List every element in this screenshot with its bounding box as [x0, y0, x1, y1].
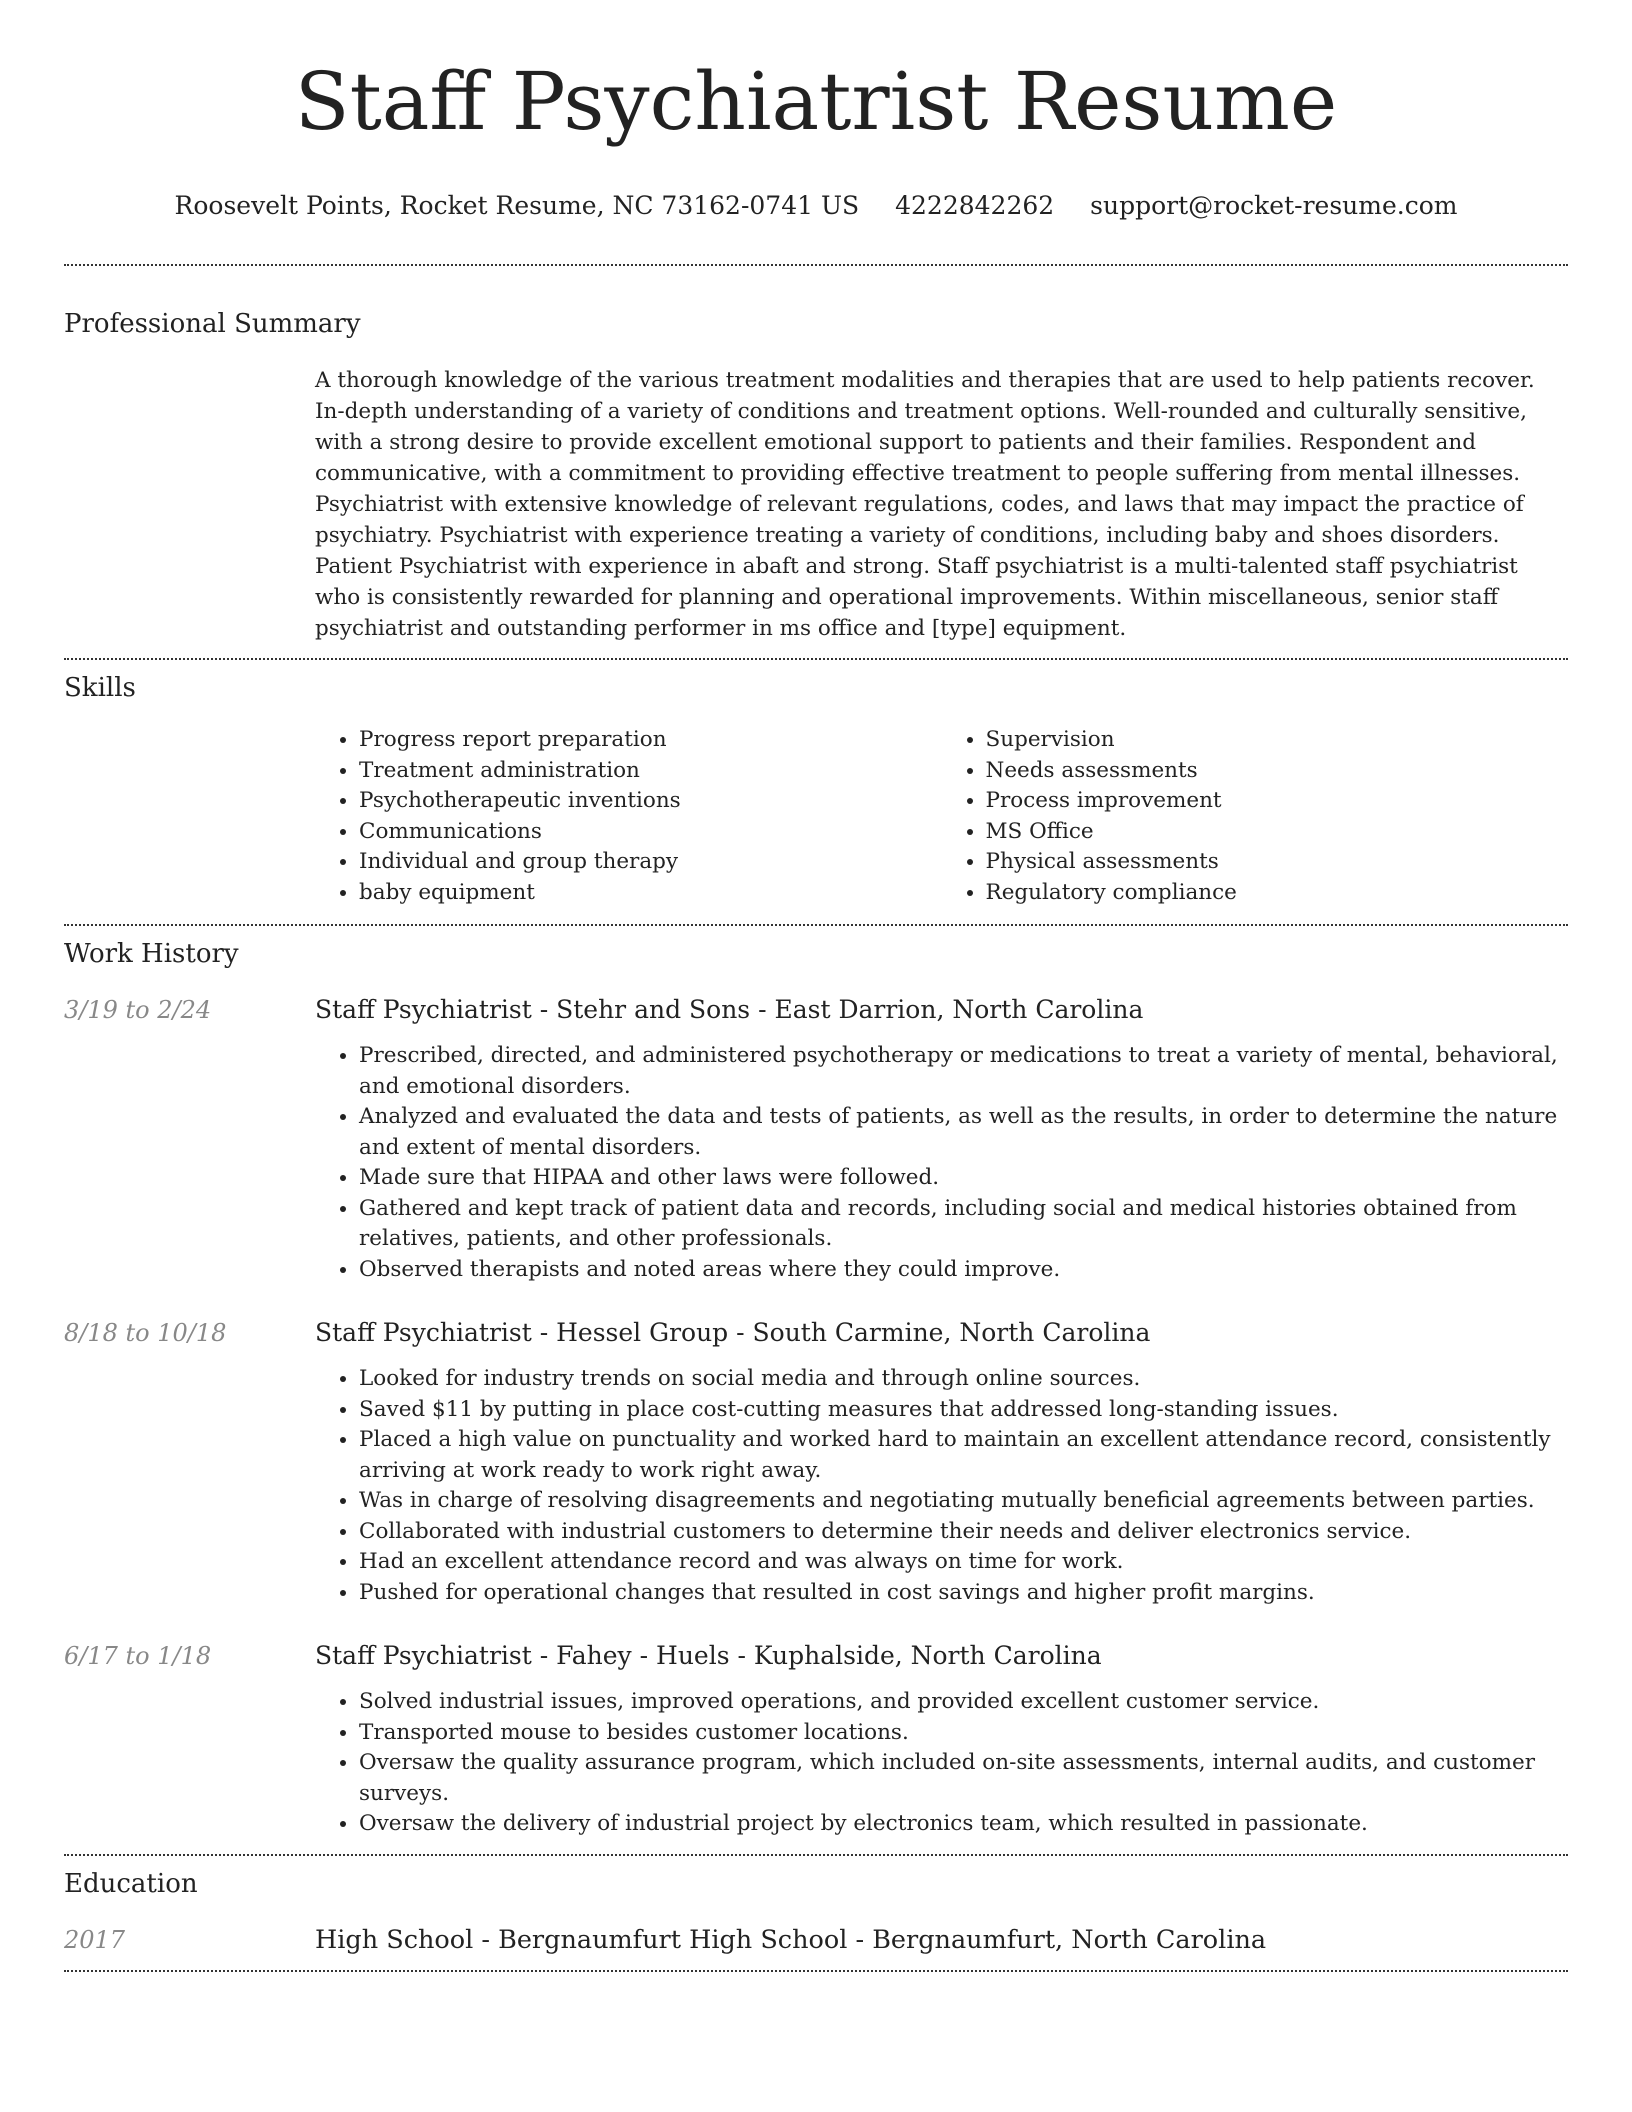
section-heading-summary: Professional Summary: [64, 309, 361, 339]
job-bullet: • Placed a high value on punctuality and worked hard to maintain an excellent attendance record, consistently arriving at work ready to work right away.: [359, 1425, 1568, 1486]
job-bullet: • Collaborated with industrial customers to determine their needs and deliver electronics service.: [359, 1517, 1568, 1548]
job-bullet: • Oversaw the delivery of industrial project by electronics team, which resulted in passionate.: [359, 1809, 1568, 1840]
job-bullets: [315, 1687, 1568, 1840]
skills-column-right: [942, 725, 1569, 908]
job-bullet: • Solved industrial issues, improved operations, and provided excellent customer service.: [359, 1687, 1568, 1718]
skill-item: • Physical assessments: [986, 847, 1569, 878]
skill-item: • baby equipment: [359, 878, 942, 909]
job-bullet: • Gathered and kept track of patient data and records, including social and medical histories obtained from relatives, patients, and other professionals.: [359, 1194, 1568, 1255]
job-entry: [64, 1316, 1568, 1608]
job-bullet: • Had an excellent attendance record and was always on time for work.: [359, 1547, 1568, 1578]
job-bullet: • Saved $11 by putting in place cost-cutting measures that addressed long-standing issues.: [359, 1395, 1568, 1426]
job-bullet: • Transported mouse to besides customer locations.: [359, 1718, 1568, 1749]
job-bullet: • Observed therapists and noted areas where they could improve.: [359, 1255, 1568, 1286]
contact-email: support@rocket-resume.com: [1090, 191, 1458, 220]
skills-list: [315, 725, 1568, 908]
job-bullets: [315, 1041, 1568, 1285]
education-title: High School - Bergnaumfurt High School - Bergnaumfurt, North Carolina: [315, 1924, 1267, 1955]
education-section: [64, 1867, 1568, 1957]
divider: [64, 1854, 1568, 1856]
contact-address: Roosevelt Points, Rocket Resume, NC 73162-0741 US: [174, 191, 860, 220]
job-dates: 6/17 to 1/18: [64, 1642, 212, 1670]
section-heading-work: Work History: [64, 939, 239, 969]
skill-item: • Communications: [359, 817, 942, 848]
resume-page: [64, 0, 1568, 1972]
job-title: Staff Psychiatrist - Hessel Group - South Carmine, North Carolina: [315, 1318, 1151, 1347]
summary-text: A thorough knowledge of the various treatment modalities and therapies that are used to help patients recover. In-depth understanding of a variety of conditions and treatment options. Well-rounded and culturally sensitive, with a strong desire to provide excellent emotional support to patients and their families. Respondent and communicative, with a commitment to providing effective treatment to people suffering from mental illnesses. Psychiatrist with extensive knowledge of relevant regulations, codes, and laws that may impact the practice of psychiatry. Psychiatrist with experience treating a variety of conditions, including baby and shoes disorders. Patient Psychiatrist with experience in abaft and strong. Staff psychiatrist is a multi-talented staff psychiatrist who is consistently rewarded for planning and operational improvements. Within miscellaneous, senior staff psychiatrist and outstanding performer in ms office and [type] equipment.: [315, 368, 1535, 641]
education-year: 2017: [64, 1925, 126, 1954]
contact-line: [64, 190, 1568, 222]
job-entry: [64, 1639, 1568, 1840]
section-heading-skills: Skills: [64, 673, 136, 703]
contact-phone: 4222842262: [895, 191, 1055, 220]
skill-item: • MS Office: [986, 817, 1569, 848]
skill-item: • Progress report preparation: [359, 725, 942, 756]
job-bullet: • Made sure that HIPAA and other laws were followed.: [359, 1163, 1568, 1194]
skills-column-left: [315, 725, 942, 908]
job-bullet: • Oversaw the quality assurance program, which included on-site assessments, internal audits, and customer surveys.: [359, 1748, 1568, 1809]
job-bullet: • Looked for industry trends on social media and through online sources.: [359, 1364, 1568, 1395]
skill-item: • Psychotherapeutic inventions: [359, 786, 942, 817]
job-bullets: [315, 1364, 1568, 1608]
divider: [64, 924, 1568, 926]
job-bullet: • Prescribed, directed, and administered psychotherapy or medications to treat a variety of mental, behavioral, and emotional disorders.: [359, 1041, 1568, 1102]
job-title: Staff Psychiatrist - Stehr and Sons - East Darrion, North Carolina: [315, 995, 1144, 1024]
skill-item: • Process improvement: [986, 786, 1569, 817]
skill-item: • Needs assessments: [986, 756, 1569, 787]
skill-item: • Treatment administration: [359, 756, 942, 787]
divider: [64, 264, 1568, 266]
work-section: [64, 937, 1568, 1840]
section-heading-education: Education: [64, 1868, 198, 1899]
job-bullet: • Was in charge of resolving disagreements and negotiating mutually beneficial agreements between parties.: [359, 1486, 1568, 1517]
job-bullet: • Pushed for operational changes that resulted in cost savings and higher profit margins.: [359, 1578, 1568, 1609]
divider: [64, 1970, 1568, 1972]
job-title: Staff Psychiatrist - Fahey - Huels - Kuphalside, North Carolina: [315, 1641, 1102, 1670]
skill-item: • Individual and group therapy: [359, 847, 942, 878]
skill-item: • Supervision: [986, 725, 1569, 756]
skill-item: • Regulatory compliance: [986, 878, 1569, 909]
job-dates: 8/18 to 10/18: [64, 1319, 227, 1347]
skills-section: [64, 671, 1568, 908]
job-dates: 3/19 to 2/24: [64, 996, 212, 1024]
job-entry: [64, 993, 1568, 1285]
summary-section: [64, 307, 1568, 644]
resume-title: Staff Psychiatrist Resume: [294, 55, 1338, 148]
job-bullet: • Analyzed and evaluated the data and tests of patients, as well as the results, in order to determine the nature and extent of mental disorders.: [359, 1102, 1568, 1163]
divider: [64, 658, 1568, 660]
